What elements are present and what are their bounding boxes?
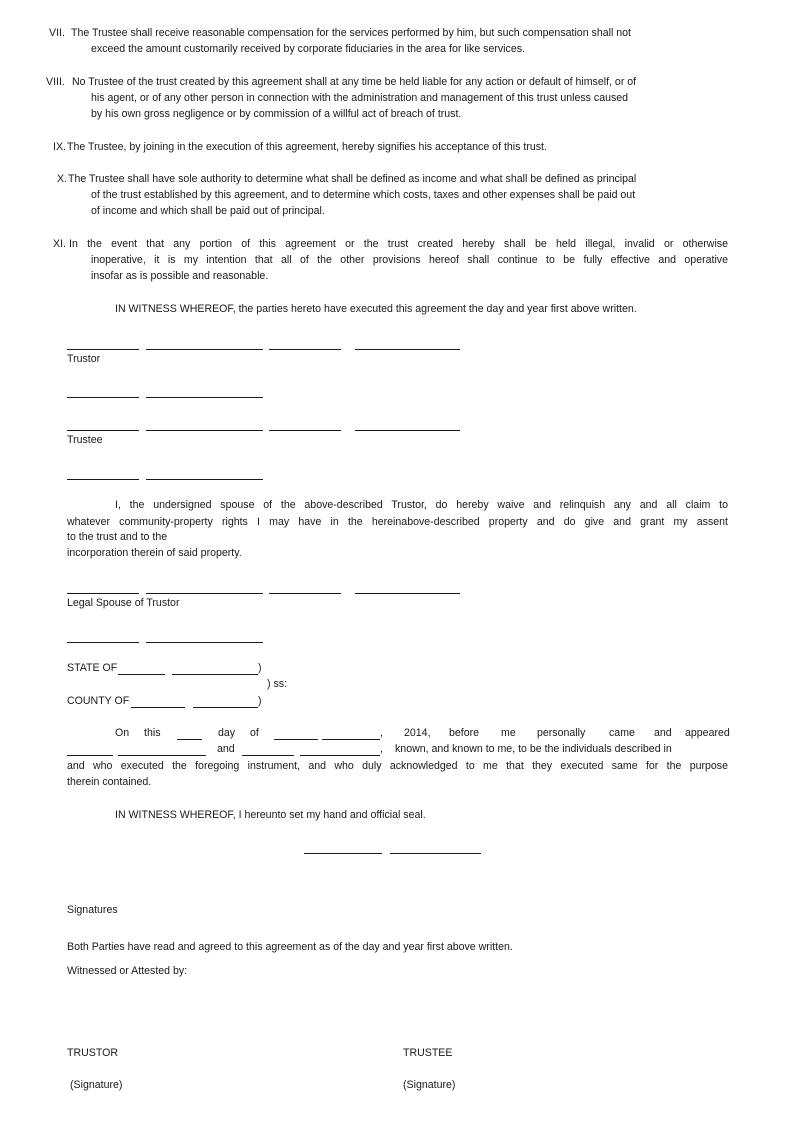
signature-blank[interactable] xyxy=(67,430,139,431)
signature-blank[interactable] xyxy=(355,593,460,594)
state-blank[interactable] xyxy=(118,674,165,675)
signature-blank[interactable] xyxy=(355,349,460,350)
spouse-label: Legal Spouse of Trustor xyxy=(67,597,180,609)
clause-line: of the trust established by this agreement, and to determine which costs, taxes and other expenses shall be paid out xyxy=(91,189,636,201)
ack-word: of xyxy=(250,727,259,739)
agreement-statement: Both Parties have read and agreed to this agreement as of the day and year first above written. xyxy=(67,941,513,953)
comma: , xyxy=(380,743,383,755)
witnessed-label: Witnessed or Attested by: xyxy=(67,965,188,977)
notary-signature-blank[interactable] xyxy=(390,853,481,854)
signatures-heading: Signatures xyxy=(67,904,118,916)
state-blank[interactable] xyxy=(172,674,258,675)
signature-blank[interactable] xyxy=(269,430,341,431)
trustor-heading: TRUSTOR xyxy=(67,1047,119,1059)
signature-blank[interactable] xyxy=(67,349,139,350)
ack-text: known, and known to me, to be the individuals described in xyxy=(395,743,672,755)
clause-line: exceed the amount customarily received by corporate fiduciaries in the area for like services. xyxy=(91,43,525,55)
clause-number: X. xyxy=(57,173,68,185)
name-blank[interactable] xyxy=(118,755,206,756)
notary-signature-blank[interactable] xyxy=(304,853,382,854)
ack-word: appeared xyxy=(685,727,730,739)
ack-word: me xyxy=(501,727,516,739)
ack-word: On xyxy=(115,727,130,739)
clause-line: The Trustee, by joining in the execution of this agreement, hereby signifies his acceptance of this trust. xyxy=(67,141,547,153)
signature-blank[interactable] xyxy=(269,593,341,594)
signature-blank[interactable] xyxy=(146,430,263,431)
clause-line: No Trustee of the trust created by this agreement shall at any time be held liable for any action or default of himself, or of xyxy=(72,76,637,88)
county-blank[interactable] xyxy=(193,707,258,708)
trustor-label: Trustor xyxy=(67,353,101,365)
clause-line: his agent, or of any other person in connection with the administration and management of this trust unless caused xyxy=(91,92,629,104)
witness-statement: IN WITNESS WHEREOF, the parties hereto have executed this agreement the day and year first above written. xyxy=(115,303,637,315)
signature-blank[interactable] xyxy=(67,593,139,594)
clause-line: by his own gross negligence or by commission of a willful act of breach of trust. xyxy=(91,108,462,120)
trustee-label: Trustee xyxy=(67,434,103,446)
clause-line: The Trustee shall have sole authority to determine what shall be defined as income and what shall be defined as principal xyxy=(68,173,637,185)
signature-blank[interactable] xyxy=(67,479,139,480)
seal-statement: IN WITNESS WHEREOF, I hereunto set my hand and official seal. xyxy=(115,809,426,821)
clause-line: In the event that any portion of this agreement or the trust created hereby shall be held illegal, invalid or otherwise xyxy=(69,238,728,250)
waiver-line: whatever community-property rights I may have in the hereinabove-described property and do give and grant my assent xyxy=(67,516,728,528)
signature-blank[interactable] xyxy=(67,397,139,398)
state-close: ) xyxy=(258,662,262,674)
ack-text: therein contained. xyxy=(67,776,152,788)
trustee-heading: TRUSTEE xyxy=(403,1047,453,1059)
name-blank[interactable] xyxy=(242,755,294,756)
name-blank[interactable] xyxy=(67,755,113,756)
signature-blank[interactable] xyxy=(146,397,263,398)
signature-blank[interactable] xyxy=(146,479,263,480)
waiver-line: I, the undersigned spouse of the above-described Trustor, do hereby waive and relinquish any and all claim to xyxy=(115,499,728,511)
county-label: COUNTY OF xyxy=(67,695,130,707)
clause-line: insofar as is possible and reasonable. xyxy=(91,270,269,282)
clause-number: VII. xyxy=(49,27,65,39)
clause-number: VIII. xyxy=(46,76,65,88)
ack-word: this xyxy=(144,727,161,739)
month-blank[interactable] xyxy=(274,739,318,740)
trustor-signature-field[interactable]: (Signature) xyxy=(70,1079,123,1091)
name-blank[interactable] xyxy=(300,755,380,756)
ack-word: and xyxy=(654,727,672,739)
ack-word: day xyxy=(218,727,236,739)
state-label: STATE OF xyxy=(67,662,118,674)
waiver-line: incorporation therein of said property. xyxy=(67,547,242,559)
clause-number: XI. xyxy=(53,238,66,250)
clause-line: inoperative, it is my intention that all of the other provisions hereof shall continue to be fully effective and operative xyxy=(91,254,728,266)
county-close: ) xyxy=(258,695,262,707)
day-blank[interactable] xyxy=(177,739,202,740)
signature-blank[interactable] xyxy=(355,430,460,431)
signature-blank[interactable] xyxy=(146,349,263,350)
trustee-signature-field[interactable]: (Signature) xyxy=(403,1079,456,1091)
ack-word: and xyxy=(217,743,235,755)
signature-blank[interactable] xyxy=(67,642,139,643)
clause-number: IX. xyxy=(53,141,66,153)
ss-label: ) ss: xyxy=(267,678,288,690)
signature-blank[interactable] xyxy=(146,593,263,594)
month-blank[interactable] xyxy=(322,739,380,740)
ack-word: before xyxy=(449,727,480,739)
signature-blank[interactable] xyxy=(146,642,263,643)
ack-word: personally xyxy=(537,727,586,739)
ack-year: 2014, xyxy=(404,727,431,739)
comma: , xyxy=(380,727,383,739)
signature-blank[interactable] xyxy=(269,349,341,350)
ack-text: and who executed the foregoing instrument, and who duly acknowledged to me that they executed same for the purpose xyxy=(67,760,728,772)
clause-line: The Trustee shall receive reasonable compensation for the services performed by him, but such compensation shall not xyxy=(71,27,631,39)
clause-line: of income and which shall be paid out of principal. xyxy=(91,205,325,217)
waiver-line: to the trust and to the xyxy=(67,531,168,543)
ack-word: came xyxy=(609,727,635,739)
county-blank[interactable] xyxy=(131,707,185,708)
